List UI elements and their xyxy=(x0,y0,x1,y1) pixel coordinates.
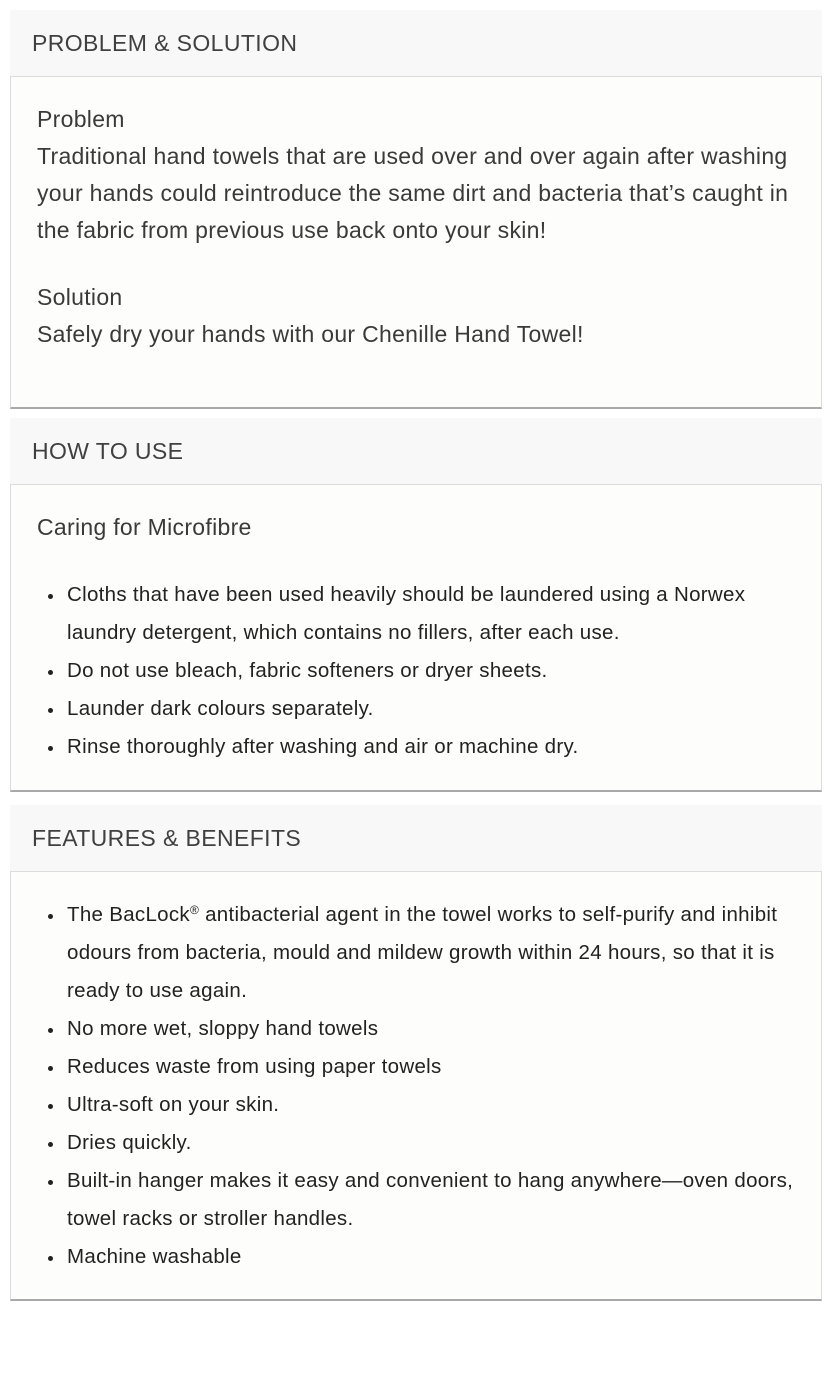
list-item: • Machine washable xyxy=(65,1238,801,1276)
list-item: • Launder dark colours separately. xyxy=(65,690,801,728)
problem-solution-section xyxy=(10,10,822,409)
problem-solution-body xyxy=(10,76,822,409)
problem-text: Traditional hand towels that are used over and over again after washing your hands could reintroduce the same dirt and bacteria that’s caught in the fabric from previous use back onto your skin! xyxy=(37,143,789,243)
care-instructions-list xyxy=(11,576,801,766)
problem-solution-title: PROBLEM & SOLUTION xyxy=(32,29,298,56)
list-item: • Dries quickly. xyxy=(65,1124,801,1162)
how-to-use-body xyxy=(10,484,822,792)
list-item: • Built-in hanger makes it easy and convenient to hang anywhere—oven doors, towel racks or stroller handles. xyxy=(65,1162,801,1238)
features-benefits-header[interactable] xyxy=(10,805,822,871)
features-benefits-title: FEATURES & BENEFITS xyxy=(32,824,302,851)
problem-solution-header[interactable] xyxy=(10,10,822,76)
how-to-use-section xyxy=(10,418,822,792)
solution-heading: Solution xyxy=(37,284,123,310)
problem-heading: Problem xyxy=(37,106,125,132)
how-to-use-title: HOW TO USE xyxy=(32,437,184,464)
baclock-description: antibacterial agent in the towel works to self-purify and inhibit odours from bacteria, mould and mildew growth within 24 hours, so that it is ready to use again. xyxy=(67,903,778,1002)
how-to-use-header[interactable] xyxy=(10,418,822,484)
list-item: • Rinse thoroughly after washing and air or machine dry. xyxy=(65,728,801,766)
list-item: • Ultra-soft on your skin. xyxy=(65,1086,801,1124)
list-item: • Cloths that have been used heavily should be laundered using a Norwex laundry detergent, which contains no fillers, after each use. xyxy=(65,576,801,652)
list-item: • Reduces waste from using paper towels xyxy=(65,1048,801,1086)
registered-mark: ® xyxy=(189,903,200,917)
list-item: • Do not use bleach, fabric softeners or dryer sheets. xyxy=(65,652,801,690)
list-item: • No more wet, sloppy hand towels xyxy=(65,1010,801,1048)
list-item xyxy=(65,896,801,1010)
solution-text: Safely dry your hands with our Chenille Hand Towel! xyxy=(37,321,584,347)
baclock-text: The BacLock xyxy=(67,903,190,926)
features-list xyxy=(11,896,801,1276)
features-benefits-body xyxy=(10,871,822,1301)
features-benefits-section xyxy=(10,805,822,1301)
caring-subtitle: Caring for Microfibre xyxy=(37,514,252,540)
